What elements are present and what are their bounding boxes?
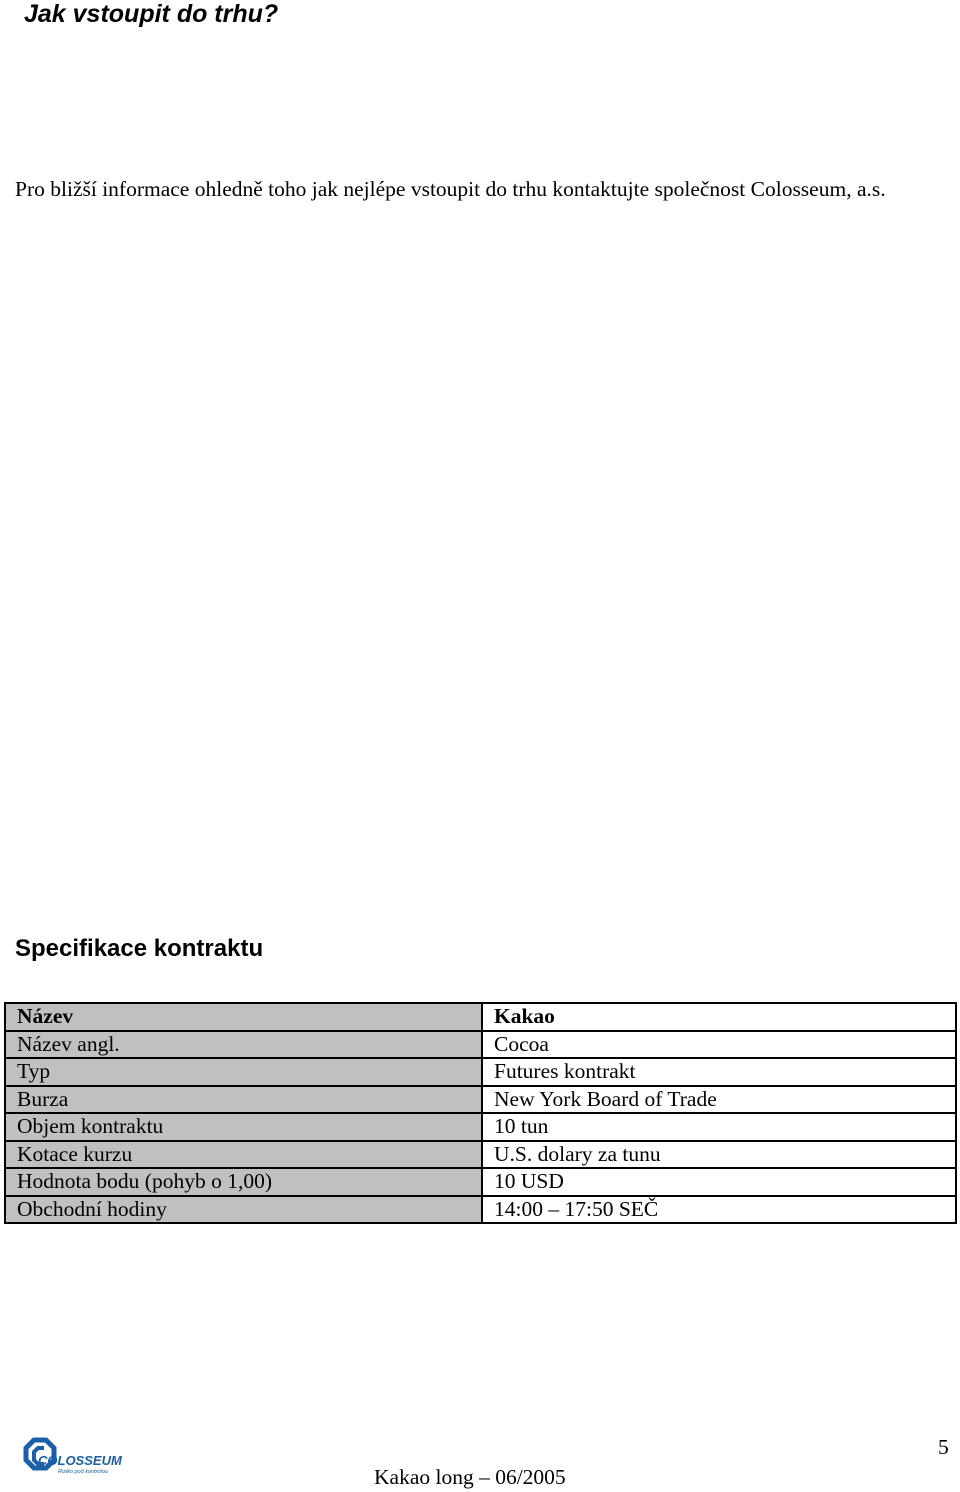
page-number: 5	[938, 1435, 949, 1459]
colosseum-logo-icon	[18, 1428, 130, 1484]
spec-value: Futures kontrakt	[482, 1058, 956, 1086]
intro-paragraph: Pro bližší informace ohledně toho jak nejlépe vstoupit do trhu kontaktujte společnost Colosseum, a.s.	[15, 177, 886, 201]
logo-wordmark: COLOSSEUM	[38, 1453, 122, 1468]
spec-label: Název	[5, 1003, 482, 1031]
spec-label: Objem kontraktu	[5, 1113, 482, 1141]
logo-tagline: Riziko pod kontrolou	[58, 1469, 108, 1475]
spec-label: Typ	[5, 1058, 482, 1086]
page-heading: Jak vstoupit do trhu?	[24, 0, 279, 28]
spec-value: Cocoa	[482, 1031, 956, 1059]
table-row	[5, 1113, 956, 1141]
spec-label: Hodnota bodu (pohyb o 1,00)	[5, 1168, 482, 1196]
spec-table	[4, 1002, 957, 1224]
colosseum-logo	[18, 1428, 130, 1484]
spec-value: Kakao	[482, 1003, 956, 1031]
spec-label: Burza	[5, 1086, 482, 1114]
table-row	[5, 1058, 956, 1086]
spec-label: Název angl.	[5, 1031, 482, 1059]
table-row	[5, 1031, 956, 1059]
spec-value: 14:00 – 17:50 SEČ	[482, 1196, 956, 1224]
table-row	[5, 1196, 956, 1224]
spec-heading: Specifikace kontraktu	[15, 935, 264, 962]
spec-label: Obchodní hodiny	[5, 1196, 482, 1224]
spec-value: 10 USD	[482, 1168, 956, 1196]
table-row	[5, 1086, 956, 1114]
spec-value: New York Board of Trade	[482, 1086, 956, 1114]
spec-label: Kotace kurzu	[5, 1141, 482, 1169]
footer-title: Kakao long – 06/2005	[374, 1465, 566, 1489]
spec-value: 10 tun	[482, 1113, 956, 1141]
table-row	[5, 1141, 956, 1169]
spec-value: U.S. dolary za tunu	[482, 1141, 956, 1169]
table-row	[5, 1003, 956, 1031]
table-row	[5, 1168, 956, 1196]
